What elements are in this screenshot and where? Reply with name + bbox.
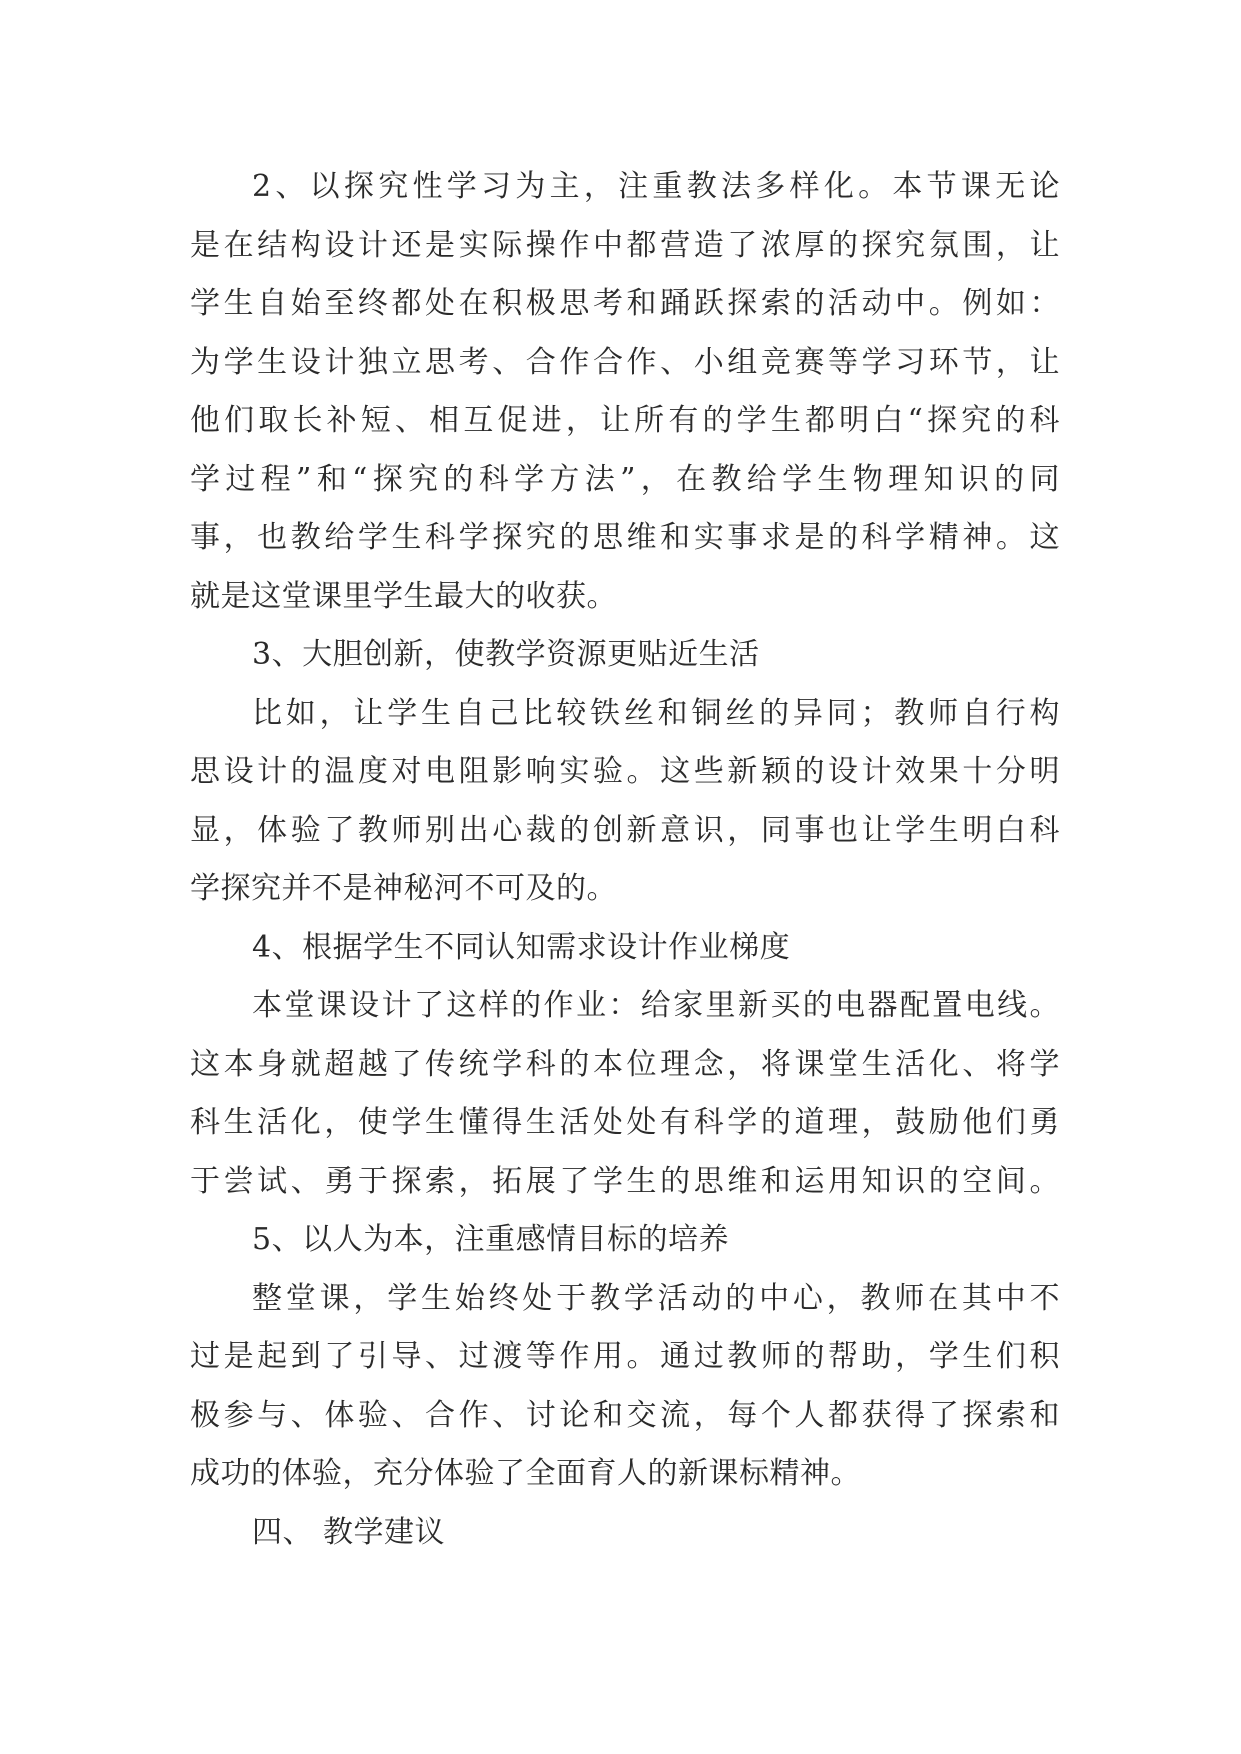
text-line: 极参与、体验、合作、讨论和交流，每个人都获得了探索和 xyxy=(190,1397,1060,1433)
text-line: 学生自始至终都处在积极思考和踊跃探索的活动中。例如： xyxy=(190,286,1060,321)
text-line: 5、以人为本，注重感情目标的培养 xyxy=(252,1222,730,1257)
text-line: 2、以探究性学习为主，注重教法多样化。本节课无论 xyxy=(252,169,1060,204)
text-line: 学过程”和“探究的科学方法”，在教给学生物理知识的同 xyxy=(190,461,1060,497)
text-line: 于尝试、勇于探索，拓展了学生的思维和运用知识的空间。 xyxy=(190,1163,1060,1199)
text-line: 思设计的温度对电阻影响实验。这些新颖的设计效果十分明 xyxy=(190,754,1060,789)
text-line: 整堂课，学生始终处于教学活动的中心，教师在其中不 xyxy=(252,1280,1060,1316)
text-line: 3、大胆创新，使教学资源更贴近生活 xyxy=(252,637,760,672)
text-line: 他们取长补短、相互促进，让所有的学生都明白“探究的科 xyxy=(190,403,1060,438)
text-line: 是在结构设计还是实际操作中都营造了浓厚的探究氛围，让 xyxy=(190,227,1060,263)
text-line: 比如，让学生自己比较铁丝和铜丝的异同；教师自行构 xyxy=(252,695,1060,731)
text-line: 学探究并不是神秘河不可及的。 xyxy=(190,871,617,906)
text-line: 这本身就超越了传统学科的本位理念，将课堂生活化、将学 xyxy=(190,1046,1060,1082)
text-line: 显，体验了教师别出心裁的创新意识，同事也让学生明白科 xyxy=(190,812,1060,848)
text-line: 为学生设计独立思考、合作合作、小组竞赛等学习环节，让 xyxy=(190,344,1060,380)
text-line: 成功的体验，充分体验了全面育人的新课标精神。 xyxy=(190,1456,861,1491)
document-body xyxy=(190,158,1060,1562)
text-line: 科生活化，使学生懂得生活处处有科学的道理，鼓励他们勇 xyxy=(190,1105,1060,1140)
text-line: 过是起到了引导、过渡等作用。通过教师的帮助，学生们积 xyxy=(190,1339,1060,1374)
text-line: 本堂课设计了这样的作业：给家里新买的电器配置电线。 xyxy=(252,988,1060,1023)
text-line: 事，也教给学生科学探究的思维和实事求是的科学精神。这 xyxy=(190,520,1060,555)
text-line: 就是这堂课里学生最大的收获。 xyxy=(190,578,617,614)
text-line: 四、 教学建议 xyxy=(252,1514,446,1550)
text-line: 4、根据学生不同认知需求设计作业梯度 xyxy=(252,929,791,965)
